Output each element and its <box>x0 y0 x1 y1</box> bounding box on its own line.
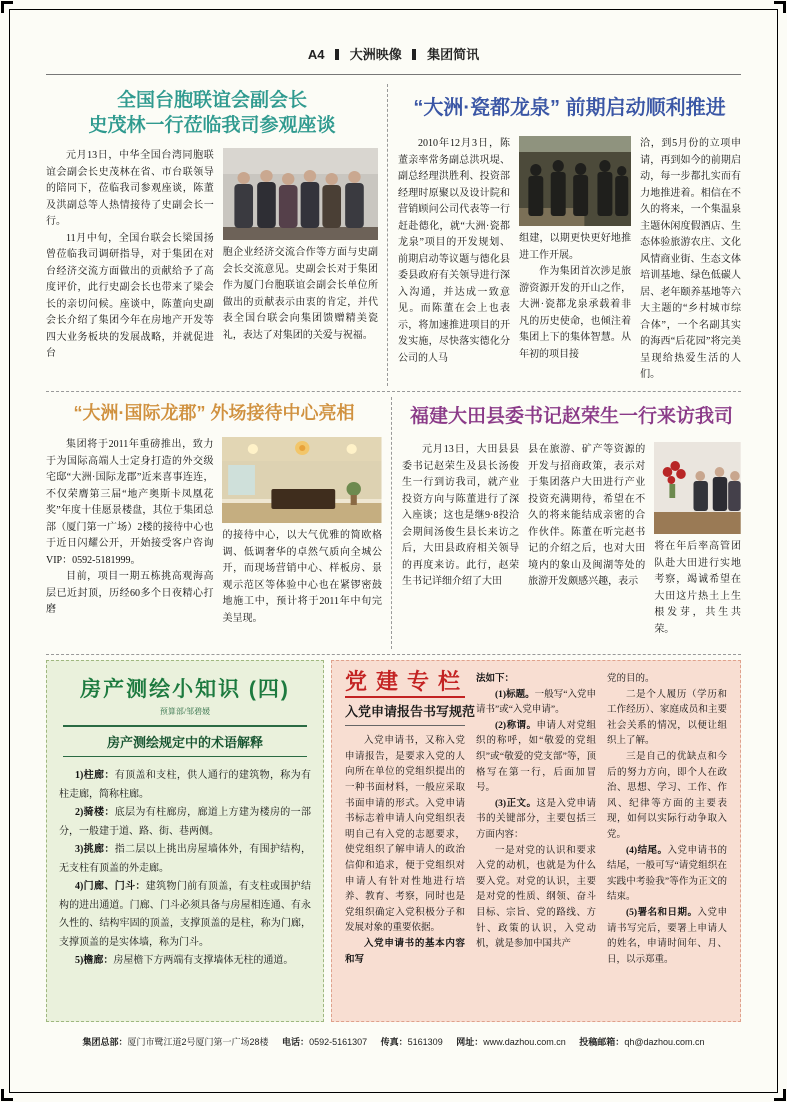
term-item <box>59 952 311 971</box>
article-datian-visit <box>392 397 741 649</box>
pink-item-label: (4)结尾。 <box>626 845 668 856</box>
green-box-byline: 预算部/邹碧媛 <box>159 707 211 716</box>
pink-paragraph: 党的目的。 <box>607 674 655 684</box>
article-longjun-center <box>46 397 392 649</box>
article3-col1 <box>46 437 213 627</box>
pink-paragraph: 二是个人履历（学历和工作经历）、家庭成员和主要社会关系的情况，以便让组织上了解。 <box>607 689 727 747</box>
article2-col1 <box>398 136 510 384</box>
pink-box-subtitle: 入党申请报告书写规范 <box>345 704 465 727</box>
pink-col2 <box>476 672 596 1010</box>
section-name: 集团简讯 <box>427 47 480 62</box>
article3-paragraph: 目前，项目一期五栋挑高观海高层已近封顶，历经60多个日夜精心打磨 <box>46 571 214 615</box>
term-label: 5)檐廊： <box>75 955 114 966</box>
pink-col1 <box>345 669 476 1010</box>
footer-value: 厦门市鹭江道2号厦门第一广场28楼 <box>127 1037 269 1047</box>
article1-paragraph: 11月中旬，全国台联会长梁国扬曾莅临我司调研指导，对于集团在对台经济交流方面做出的贡献给予了高度评价，此行史副会长也带来了梁会长的亲切问候。座谈中，陈董向史副会长介绍了集团今年在房地产开发等四大业务板块的发展战略，并就促进台 <box>46 232 214 360</box>
pink-item-text: 入党申请书的结尾，一般可写“请党组织在实践中考验我”等作为正文的结束。 <box>607 845 727 903</box>
pink-paragraph: 三是自己的优缺点和今后的努力方向，即个人在政治、思想、学习、工作、作风、纪律等方面的主要表现，如何以实际行动争取入党。 <box>607 751 727 840</box>
page-number: A4 <box>307 47 325 62</box>
surveying-tips-box <box>46 660 324 1022</box>
separator-bar-icon <box>335 49 339 60</box>
article1-title <box>46 88 378 138</box>
pink-col3 <box>607 672 727 1010</box>
article4-col1 <box>402 442 519 638</box>
article1-group-photo <box>223 148 378 240</box>
footer-label: 网址： <box>456 1037 484 1047</box>
term-text: 有顶盖和支柱，供人通行的建筑物，称为有柱走廊，简称柱廊。 <box>59 770 311 800</box>
article1-title-line1: 全国台胞联谊会副会长 <box>116 90 307 111</box>
footer-label: 电话： <box>282 1037 310 1047</box>
party-building-box <box>331 660 741 1022</box>
term-item <box>59 767 311 804</box>
term-text: 建筑物门前有顶盖，有支柱或围护结构的进出通道。门廊、门斗必须具备与房屋相连通、有永久性的、结构牢固的顶盖，支撑顶盖的是柱，称为门廊，支撑顶盖的是实体墙，称为门斗。 <box>59 881 312 948</box>
pink-paragraph <box>476 672 596 688</box>
pink-paragraph <box>476 797 596 844</box>
bottom-row <box>46 660 741 1022</box>
article3-title: “大洲·国际龙郡” 外场接待中心亮相 <box>73 403 355 423</box>
article2-body <box>398 136 741 384</box>
article4-paragraph: 将在年后率高管团队赴大田进行实地考察，竭诚希望在大田这片热土上生根发芽，共生共荣。 <box>654 541 741 635</box>
term-text: 房屋檐下方两端有支撑墙体无柱的通道。 <box>113 955 294 966</box>
article1-col1 <box>46 148 214 363</box>
article1-title-line2: 史茂林一行莅临我司参观座谈 <box>88 115 336 137</box>
page-content <box>46 44 741 1082</box>
pink-item-text: 申请人对党组织的称呼，如“敬爱的党组织”或“敬爱的党支部”等，顶格写在第一行，后面加冒号。 <box>476 720 596 794</box>
pink-paragraph: 一是对党的认识和要求入党的动机，也就是为什么要入党。对党的认识，主要是对党的性质、纲领、奋斗目标、宗旨、党的路线、方针、政策的认识，入党动机，就是参加中国共产 <box>476 845 596 950</box>
article2-paragraph: 作为集团首次涉足旅游资源开发的开山之作，大洲·瓷都龙泉承载着非凡的历史使命，也倾注着集团上下的集体智慧。从年初的项目接 <box>519 266 632 360</box>
term-label: 3)挑廊： <box>75 844 115 855</box>
term-item <box>59 841 311 878</box>
article-cidu-longquan <box>388 84 741 386</box>
article3-reception-photo <box>222 437 382 523</box>
term-text: 底层为有柱廊房，廊道上方建为楼房的一部分，一般建于道、路、街、巷两侧。 <box>59 807 311 837</box>
pink-paragraph <box>476 688 596 719</box>
footer-label: 传真： <box>380 1037 408 1047</box>
article4-title: 福建大田县委书记赵荣生一行来访我司 <box>409 406 733 427</box>
article3-paragraph: 集团将于2011年重磅推出，致力于为国际高端人士定身打造的外交级宅邸“大洲·国际龙郡”近来喜事连连，不仅荣膺第三届“地产奥斯卡凤凰花奖”年度十佳愿景楼盘，其位于集团总部（厦门第一广场）2楼的接待中心也于近日闪耀公开，开始接受客户咨询VIP：0592-5181999。 <box>46 439 214 566</box>
article2-col3 <box>640 136 741 384</box>
pink-bold-text: 法如下： <box>476 674 515 684</box>
article4-col2 <box>528 442 645 638</box>
green-box-section-title: 房产测绘规定中的术语解释 <box>63 725 307 757</box>
article2-paragraph: 组建，以期更快更好地推进工作开展。 <box>519 233 632 261</box>
middle-row <box>46 397 741 649</box>
horizontal-divider <box>46 654 741 655</box>
footer-value: www.dazhou.com.cn <box>483 1037 566 1047</box>
footer-value: 0592-5161307 <box>309 1037 368 1047</box>
top-row <box>46 84 741 386</box>
article4-col3 <box>654 442 741 638</box>
pink-item-label: (3)正文。 <box>495 798 537 809</box>
term-item <box>59 804 311 841</box>
article4-body <box>402 442 741 638</box>
term-label: 2)骑楼： <box>75 807 115 818</box>
article2-col2 <box>519 136 631 384</box>
pink-item-label: (2)称谓。 <box>495 720 537 731</box>
article2-paragraph: 2010年12月3日，陈董亲率常务副总洪巩堤、副总经理洪胜利、投资部经理时原聚以及设计院和营销顾问公司代表等一行赶赴德化，就“大洲·瓷都龙泉”项目的开发规划、前期启动等议题与德化县委县政府有关领导进行深入沟通，并达成一致意见。而陈董在会上也表示，将加速推进项目的开发实施，尽快落实德化分公司的人马 <box>398 138 511 364</box>
term-text: 指二层以上挑出房屋墙体外，有围护结构，无支柱有顶盖的外走廊。 <box>59 844 311 874</box>
article2-paragraph: 洽，到5月份的立项申请，再到如今的前期启动，每一步都扎实而有力地推进着。相信在不久的将来，一个集温泉主题休闲度假酒店、生态体验旅游农庄、文化风情商业街、生态文体培训基地、绿色低碳人居、老年颐养基地等六大主题的“乡村城市综合体”，一个名副其实的海西“后花园”将完美呈现给热爱生活的人们。 <box>640 138 741 380</box>
article1-paragraph: 元月13日，中华全国台湾同胞联谊会副会长史茂林在省、市台联领导的陪同下，莅临我司参观座谈，陈董及洪副总等人热情接待了史副会长一行。 <box>46 150 214 228</box>
footer-value: 5161309 <box>407 1037 443 1047</box>
footer-label: 集团总部： <box>82 1037 128 1047</box>
article2-title: “大洲·瓷都龙泉” 前期启动顺利推进 <box>413 97 726 119</box>
pink-paragraph <box>607 844 727 906</box>
footer-value: qh@dazhou.com.cn <box>624 1037 705 1047</box>
pink-item-text: 入党申请书写完后，要署上申请人的姓名，申请时间年、月、日，以示郑重。 <box>607 907 727 965</box>
term-label: 1)柱廊： <box>75 770 115 781</box>
pink-paragraph <box>476 719 596 797</box>
article4-meeting-photo <box>654 442 741 534</box>
pink-paragraph: 入党申请书，又称入党申请报告，是要求入党的人向所在单位的党组织提出的一种书面材料，一般应采取书面申请的形式。入党申请书标志着申请人向党组织表明自己有入党的志愿要求，使党组织了解申请人的政治信仰和追求，便于党组织对申请人有针对性地进行培养、教育、考察，同时也是党组织确定入党积极分子和发展对象的重要依据。 <box>345 736 465 934</box>
page-header <box>46 44 741 75</box>
pink-bold-text: 入党申请书的基本内容和写 <box>345 938 465 965</box>
article3-paragraph: 的接待中心，以大气优雅的简欧格调、低调奢华的卓然气质向全城公开，而现场营销中心、样板房、景观示范区等体验中心也在紧锣密鼓地施工中，预计将于2011年中旬完美呈现。 <box>222 530 382 624</box>
pink-item-text: 这是入党申请书的关键部分，主要包括三方面内容： <box>476 798 596 840</box>
pink-box-title: 党建专栏 <box>345 672 465 698</box>
article4-paragraph: 元月13日，大田县县委书记赵荣生及县长汤俊生一行到访我司，就产业投资方向与陈董进行了深入座谈；这也是继9·8投洽会期间汤俊生县长来访之后，大田县政府相关领导的再度来访。此行，赵荣生书记详细介绍了大田 <box>402 444 520 587</box>
article3-body <box>46 437 382 627</box>
article1-body <box>46 148 378 363</box>
article1-paragraph: 胞企业经济交流合作等方面与史副会长交流意见。史副会长对于集团作为厦门台胞联谊会副会长单位所做出的贡献表示由衷的肯定，并代表全国台联会向集团馈赠精美瓷礼，表达了对集团的关爱与祝福。 <box>222 247 378 341</box>
horizontal-divider <box>46 391 741 392</box>
term-item <box>59 878 311 952</box>
brand-name: 大洲映像 <box>349 47 402 62</box>
pink-item-label: (1)标题。 <box>495 689 535 700</box>
article4-paragraph: 县在旅游、矿产等资源的开发与招商政策，表示对于集团落户大田进行产业投资充满期待，希望在不久的将来能结成亲密的合作伙伴。陈董在听完赵书记的介绍之后，也对大田境内的象山及闽湖等处的旅游开发颇感兴趣，表示 <box>528 444 646 587</box>
pink-paragraph <box>345 937 465 968</box>
article1-col2 <box>223 148 378 363</box>
article-taibao-visit <box>46 84 388 386</box>
pink-paragraph <box>607 906 727 968</box>
pink-item-text: 一般写“入党申请书”或“入党申请”。 <box>476 689 597 716</box>
page-footer <box>46 1035 741 1048</box>
green-box-title: 房产测绘小知识 (四) <box>80 678 290 701</box>
footer-label: 投稿邮箱： <box>579 1037 625 1047</box>
pink-item-label: (5)署名和日期。 <box>626 907 698 918</box>
article2-outdoor-photo <box>519 136 631 226</box>
term-label: 4)门廊、门斗： <box>75 881 146 892</box>
separator-bar-icon <box>412 49 416 60</box>
article3-col2 <box>222 437 382 627</box>
